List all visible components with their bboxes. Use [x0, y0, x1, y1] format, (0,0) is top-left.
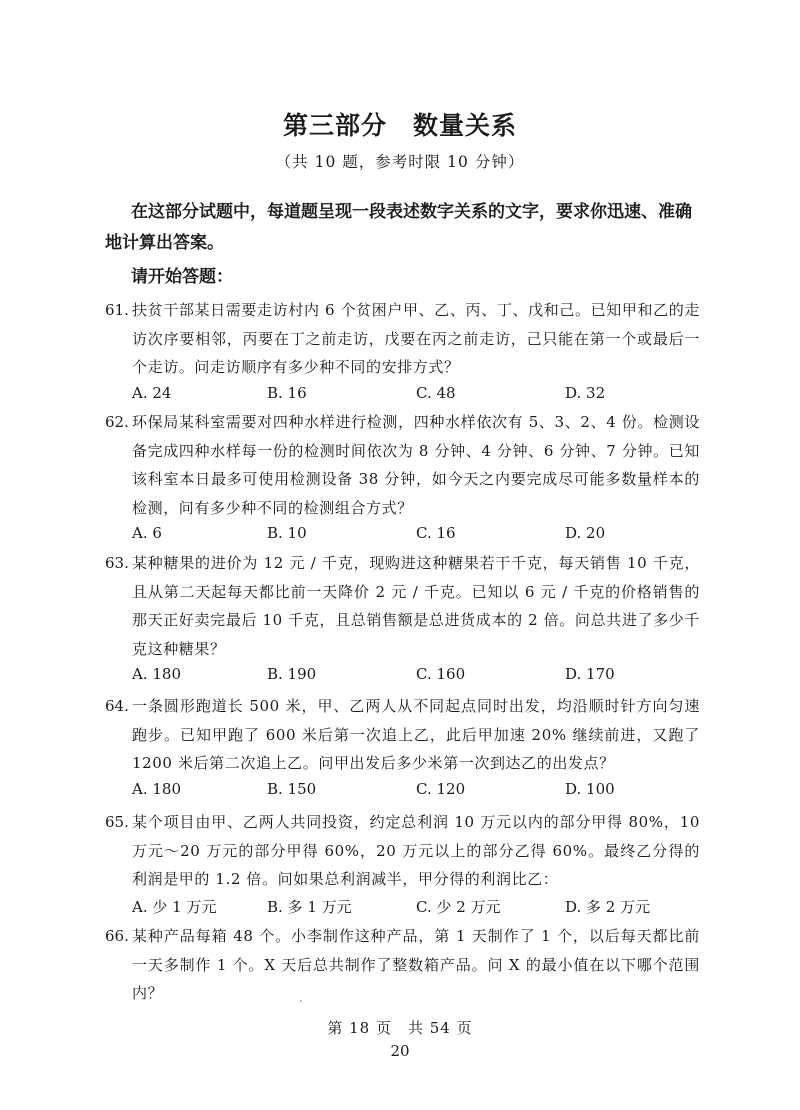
- option-c: C. 48: [416, 383, 456, 402]
- option-a: A. 180: [132, 779, 181, 798]
- question-text: 某个项目由甲、乙两人共同投资，约定总利润 10 万元以内的部分甲得 80%，10 万元～20 万元的部分甲得 60%，20 万元以上的部分乙得 60%。最终乙分得的利润是甲的 1.2 倍。问如果总利润减半，甲分得的利润比乙：: [132, 813, 700, 888]
- option-d: D. 32: [565, 383, 606, 402]
- question-text: 一条圆形跑道长 500 米，甲、乙两人从不同起点同时出发，均沿顺时针方向匀速跑步。已知甲跑了 600 米后第一次追上乙，此后甲加速 20% 继续前进，又跑了 1200 米后第二次追上乙。问甲出发后多少米第一次到达乙的出发点？: [132, 697, 700, 772]
- option-d: D. 100: [565, 779, 615, 798]
- option-a: A. 少 1 万元: [132, 897, 217, 916]
- option-b: B. 16: [267, 383, 307, 402]
- option-a: A. 180: [132, 665, 181, 683]
- question-number: 65.: [105, 813, 129, 831]
- question-number: 61.: [105, 301, 129, 319]
- option-b: B. 10: [267, 524, 307, 542]
- section-intro: 在这部分试题中，每道题呈现一段表述数字关系的文字，要求你迅速、准确地计算出答案。: [105, 202, 692, 253]
- section-subtitle: （共 10 题，参考时限 10 分钟）: [275, 153, 525, 171]
- question-text: 扶贫干部某日需要走访村内 6 个贫困户甲、乙、丙、丁、戊和己。已知甲和乙的走访次序要相邻，丙要在丁之前走访，戊要在丙之前走访，己只能在第一个或最后一个走访。问走访顺序有多少种不同的安排方式？: [132, 301, 700, 376]
- options-row: [105, 665, 700, 691]
- option-c: C. 160: [416, 665, 466, 683]
- section-title: 第三部分 数量关系: [282, 111, 517, 140]
- question-65: [105, 808, 700, 922]
- question-62: [105, 408, 700, 550]
- option-d: D. 20: [565, 524, 606, 542]
- question-number: 63.: [105, 554, 129, 572]
- options-row: [105, 524, 700, 550]
- start-instruction: 请开始答题：: [131, 267, 233, 287]
- question-text: 某种糖果的进价为 12 元 / 千克，现购进这种糖果若干千克，每天销售 10 千克，且从第二天起每天都比前一天降价 2 元 / 千克。已知以 6 元 / 千克的价格销售的那天正好卖完最后 10 千克，且总销售额是总进货成本的 2 倍。问总共进了多少千克这种糖果？: [132, 554, 700, 658]
- question-61: [105, 296, 700, 410]
- question-number: 64.: [105, 697, 129, 715]
- option-d: D. 多 2 万元: [565, 897, 651, 916]
- question-number: 66.: [105, 927, 129, 945]
- option-c: C. 少 2 万元: [416, 897, 501, 916]
- option-b: B. 190: [267, 665, 317, 683]
- options-row: [105, 384, 700, 410]
- question-63: [105, 549, 700, 691]
- option-c: C. 16: [416, 524, 456, 542]
- option-b: B. 多 1 万元: [267, 897, 352, 916]
- question-number: 62.: [105, 413, 129, 431]
- scan-speck: [300, 1000, 302, 1002]
- question-66: [105, 922, 700, 1008]
- page-footer-label: 第 18 页 共 54 页: [327, 1019, 473, 1037]
- option-c: C. 120: [416, 779, 466, 798]
- option-b: B. 150: [267, 779, 317, 798]
- option-a: A. 6: [132, 524, 162, 542]
- question-64: [105, 692, 700, 806]
- question-text: 环保局某科室需要对四种水样进行检测，四种水样依次有 5、3、2、4 份。检测设备完成四种水样每一份的检测时间依次为 8 分钟、4 分钟、6 分钟、7 分钟。已知该科室本日最多可使用检测设备 38 分钟，如今天之内要完成尽可能多数量样本的检测，问有多少种不同的检测组合方式？: [132, 413, 700, 517]
- option-a: A. 24: [132, 383, 172, 402]
- option-d: D. 170: [565, 665, 615, 683]
- question-text: 某种产品每箱 48 个。小李制作这种产品，第 1 天制作了 1 个，以后每天都比前一天多制作 1 个。X 天后总共制作了整数箱产品。问 X 的最小值在以下哪个范围内？: [132, 927, 700, 1002]
- options-row: [105, 896, 700, 922]
- page-number: 20: [390, 1042, 410, 1060]
- options-row: [105, 780, 700, 806]
